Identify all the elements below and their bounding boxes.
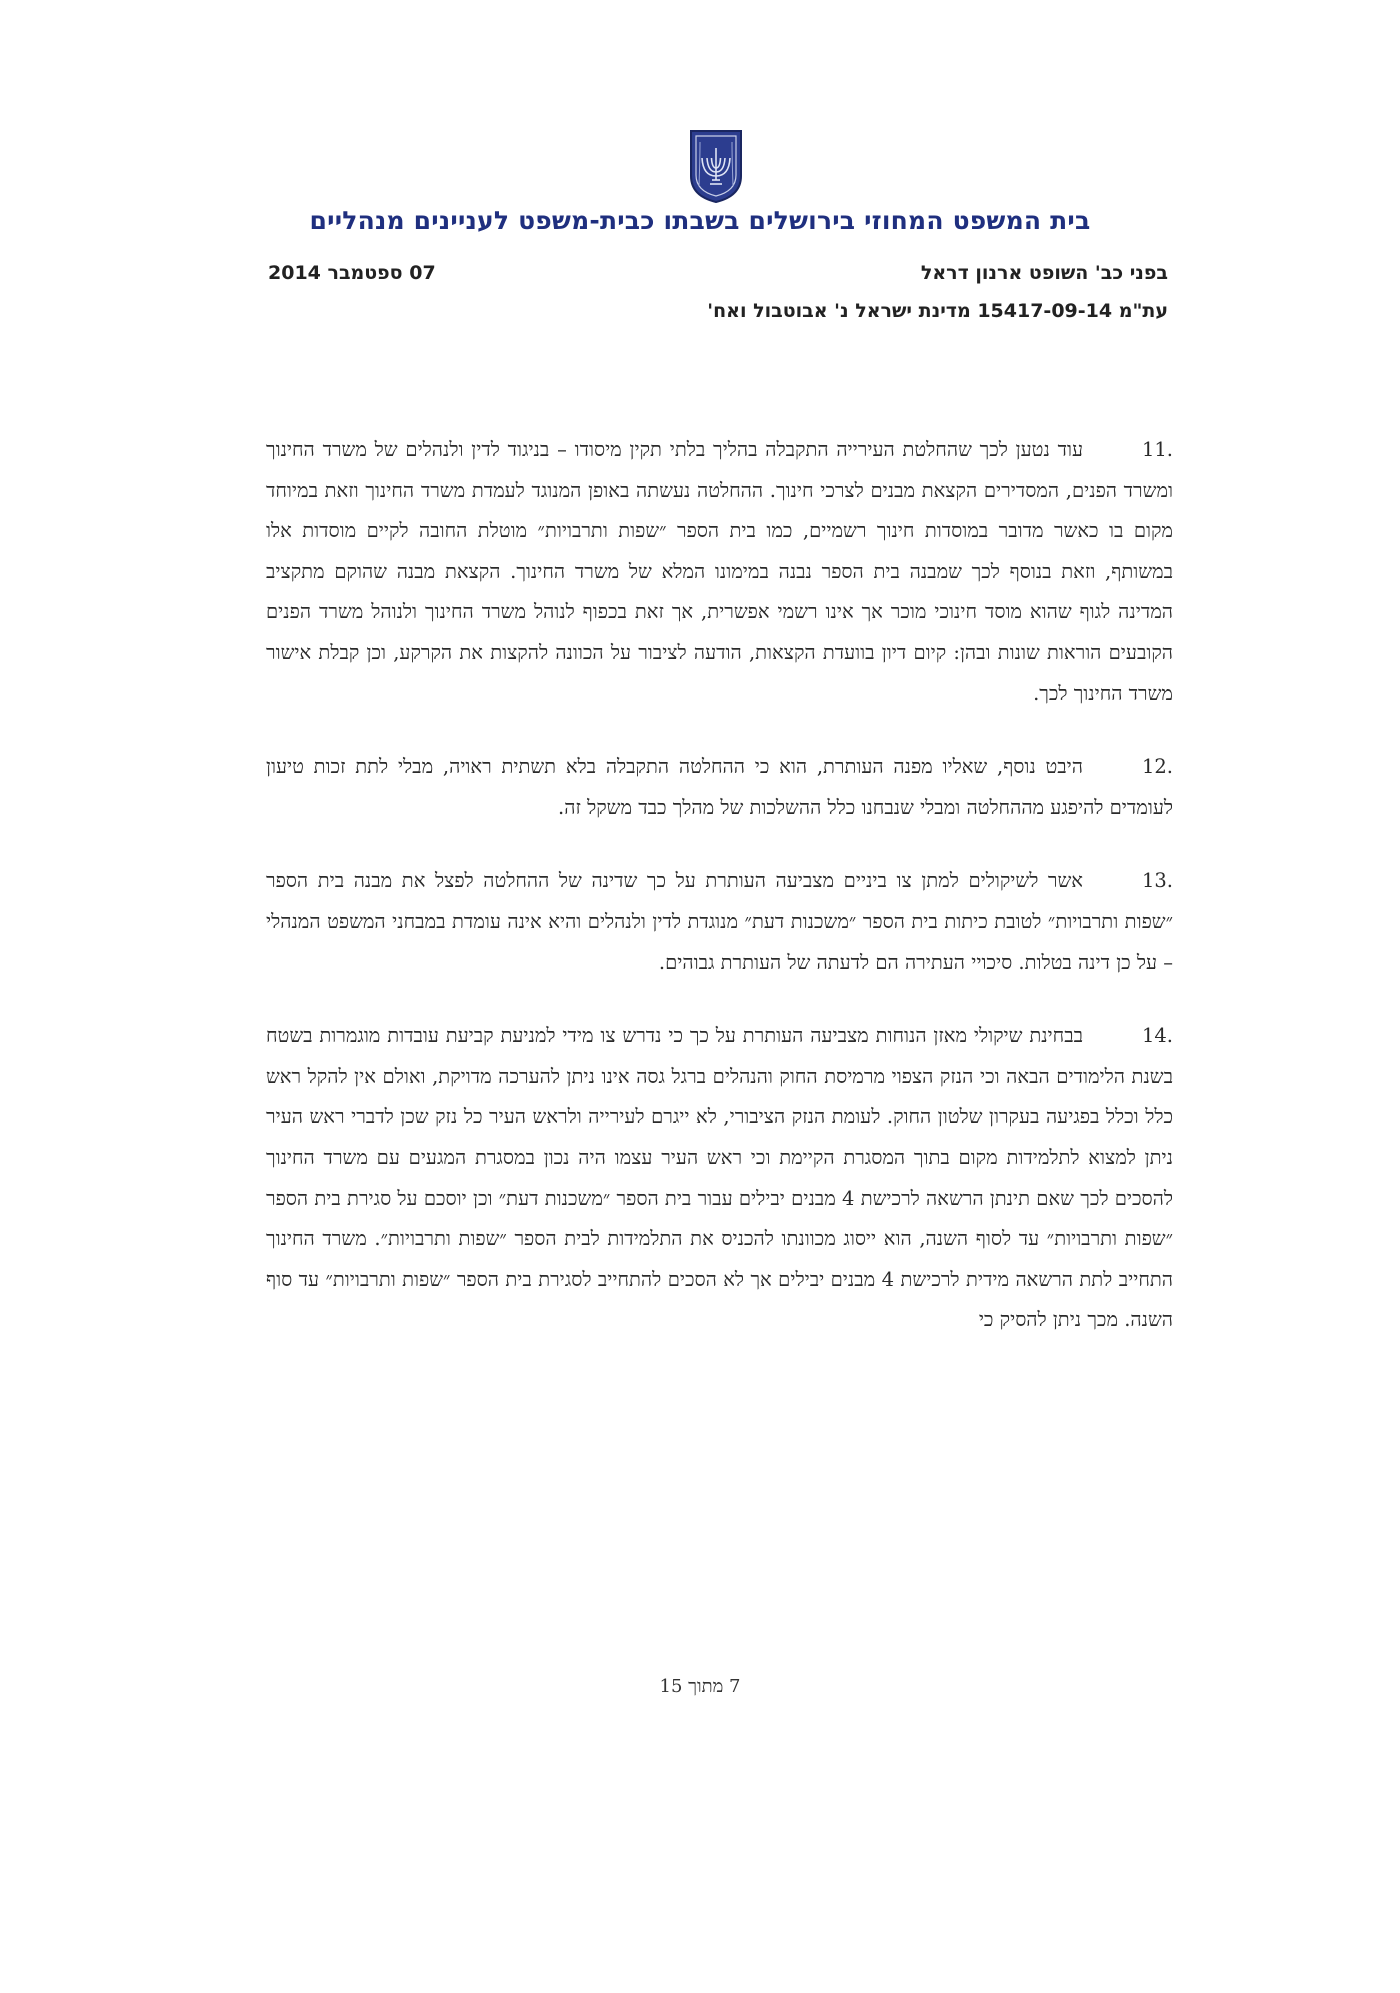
paragraph-text: בבחינת שיקולי מאזן הנוחות מצביעה העותרת על כך כי נדרש צו מידי למניעת קביעת עובדות מוגמרות בשטח בשנת הלימודים הבאה וכי הנזק הצפוי מרמיסת החוק והנהלים ברגל גסה אינו ניתן להערכה מדויקת, ואולם אין להקל ראש כלל וכלל בפגיעה בעקרון שלטון החוק. לעומת הנזק הציבורי, לא ייגרם לעירייה ולראש העיר כל נזק שכן לדברי ראש העיר ניתן למצוא לתלמידות מקום בתוך המסגרת הקיימת וכי ראש העיר עצמו היה נכון במסגרת המגעים עם משרד החינוך להסכים לכך שאם תינתן הרשאה לרכישת 4 מבנים יבילים עבור בית הספר ״משכנות דעת״ וכן יוסכם על סגירת בית הספר ״שפות ותרבויות״ עד לסוף השנה, הוא ייסוג מכוונתו להכניס את התלמידות לבית הספר ״שפות ותרבויות״. משרד החינוך התחייב לתת הרשאה מידית לרכישת 4 מבנים יבילים אך לא הסכים להתחייב לסגירת בית הספר ״שפות ותרבויות״ עד סוף השנה. מכך ניתן להסיק כי [266,1024,1173,1332]
paragraph-text: עוד נטען לכך שהחלטת העירייה התקבלה בהליך בלתי תקין מיסודו – בניגוד לדין ולנהלים של משרד החינוך ומשרד הפנים, המסדירים הקצאת מבנים לצרכי חינוך. ההחלטה נעשתה באופן המנוגד לעמדת משרד החינוך וזאת במיוחד מקום בו כאשר מדובר במוסדות חינוך רשמיים, כמו בית הספר ״שפות ותרבויות״ מוטלת החובה לקיים מוסדות אלו במשותף, וזאת בנוסף לכך שמבנה בית הספר נבנה במימונו המלא של משרד החינוך. הקצאת מבנה שהוקם מתקציב המדינה לגוף שהוא מוסד חינוכי מוכר אך אינו רשמי אפשרית, אך זאת בכפוף לנוהל משרד החינוך ולנוהל משרד הפנים הקובעים הוראות שונות ובהן: קיום דיון בוועדת הקצאות, הודעה לציבור על הכוונה להקצות את הקרקע, וכן קבלת אישור משרד החינוך לכך. [266,438,1173,705]
paragraph [266,861,1173,983]
judge-name: בפני כב' השופט ארנון דראל [920,262,1168,284]
document-body [266,430,1173,1374]
page-number: 7 מתוך 15 [659,1676,741,1697]
paragraph-number: 11. [1141,438,1173,461]
paragraph [266,747,1173,828]
paragraph [266,430,1173,714]
court-title: בית המשפט המחוזי בירושלים בשבתו כבית-משפט לעניינים מנהליים [309,206,1091,235]
hearing-date: 07 ספטמבר 2014 [268,262,436,284]
paragraph [266,1016,1173,1341]
case-title: עת"מ 15417-09-14 מדינת ישראל נ' אבוטבול ואח' [707,300,1168,322]
paragraph-number: 12. [1141,755,1173,779]
paragraph-number: 14. [1141,1024,1173,1048]
state-emblem-icon [688,128,744,204]
paragraph-number: 13. [1141,869,1173,893]
paragraph-text: אשר לשיקולים למתן צו ביניים מצביעה העותרת על כך שדינה של ההחלטה לפצל את מבנה בית הספר ״שפות ותרבויות״ לטובת כיתות בית הספר ״משכנות דעת״ מנוגדת לדין ולנהלים והיא אינה עומדת במבחני המשפט המנהלי – על כן דינה בטלות. סיכויי העתירה הם לדעתה של העותרת גבוהים. [266,869,1173,974]
paragraph-text: היבט נוסף, שאליו מפנה העותרת, הוא כי ההחלטה התקבלה בלא תשתית ראויה, מבלי לתת זכות טיעון לעומדים להיפגע מההחלטה ומבלי שנבחנו כלל ההשלכות של מהלך כבד משקל זה. [266,755,1173,819]
